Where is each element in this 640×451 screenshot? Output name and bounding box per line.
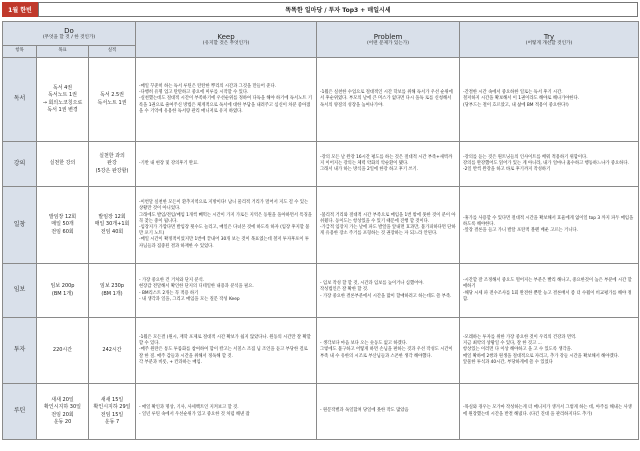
row-actual xyxy=(89,384,136,440)
row-category: 루틴 xyxy=(3,384,37,440)
keep-cell: -기반 내 현장 및 강의후기 완료. xyxy=(136,142,317,187)
table-row xyxy=(3,187,639,264)
actual-line: 임보 230p xyxy=(100,283,124,290)
keep-cell: -매일 꾸준히 하는 독서 루틴은 탄탄한 뿌리의 시간과 그것을 만들어 준다. -다행히 유명 업고 탄탄하고 중요에 미루를 시작할 수 있다. -실천했는데도 절대적 시간이 부족하기에 우선순위를 정하여 다독을 해야 하기에 독서노트 기록을 1권으로 줄여주신 방법은 체계적으로 독서에 대한 부담을 내려주고 심신이 차분 좋아졌을 수 기억에 유용한 독서량 관리 매니저로 유지 하였다. xyxy=(136,58,317,142)
actual-line: 완강 xyxy=(107,160,117,167)
row-goal xyxy=(37,58,89,142)
goal-line: 독서 1권 변경 xyxy=(47,106,78,113)
row-category: 일창 xyxy=(3,187,37,264)
keep-header xyxy=(136,22,317,58)
goal-line: 확인시지하 30일 xyxy=(44,404,81,411)
problem-cell: - 임보 작성 할 할 것, 시간과 임보를 높이거나 심했어야. 작성법인은 잘 확한 할 것. - 가장 중요한 결론부분에서 시간을 많이 할애하려고 하는데도 쓸 부족. xyxy=(317,264,460,318)
actual-line: (BM 1개) xyxy=(101,290,123,297)
keep-title: Keep xyxy=(217,32,235,41)
row-category: 투자 xyxy=(3,318,37,384)
try-cell: -모레하는 투자를 위한 가장 중요한 것이 우리의 건강과 면역. 지금 최약의 상황일 수 있다, 잘 한 것고 ... 항상있는 이러면 다 이상 해야하고 을 고 수 있도록 생각을. 매일 확하에 2쌍과 원생을 절대적으로 자리고, 추가 강들 시간을 확보해서 해야겠다. 앞물한 투석과 40시간, 부당하게에 쓸 수 있었다 xyxy=(460,318,639,384)
do-header xyxy=(3,22,136,46)
actual-line: 독서노트 1권 xyxy=(97,99,127,106)
goal-line: 220시간 xyxy=(52,346,73,353)
try-cell: -간결한 시간 속에서 중요하한 일로는 독서 후기 시간. 철저하지 시간을 확보해서 이 1권이라도 해야로 해나가야한다. (당부드는 철이 흐르았고, 내 삶에 BM 적용이 중요한다!) xyxy=(460,58,639,142)
problem-subtitle: (어떤 문제가 있는가) xyxy=(367,41,410,47)
row-goal xyxy=(37,384,89,440)
goal-line: 매일 50개 xyxy=(51,221,74,228)
try-cell: -시간할 잘 조정해서 중요도 떨어지는 부분은 빨리 해나고, 중요한것이 높은 부분에 시간 할애하기 -해당 시세 파 전수조사를 1회 완전한 뿐만 능고 결론배서 좀 더 수월이 비교평가를 해야 정함. xyxy=(460,264,639,318)
table-row xyxy=(3,142,639,187)
problem-cell: - 생각보다 마음 보다 오는 숫동도 없고 하겠다. 그렇에도 불구하고 어떻게 하면 손님을 편하는 것과 우선 작성도 시간이 부족 내 수 유한의 시조로 부산님들과 스폰한 생각 해야했다. xyxy=(317,318,460,384)
actual-line: (5강은 완강할) xyxy=(95,167,129,174)
table-row xyxy=(3,264,639,318)
problem-header xyxy=(317,22,460,58)
keep-cell: - 가장 중요한 건 거처와 단지 분석. 현장감 전달해서 확인한 단지의 디테일한 내용과 분석을 필요. - BM리스트 2개는 꼭 적용 하기 - 내 생각과 일을, 그리고 매임을 모는 질문 작성 Keep xyxy=(136,264,317,318)
row-goal xyxy=(37,187,89,264)
goal-line: 새새 20일 xyxy=(51,397,74,403)
problem-cell: -강의 모든 날 완강 16시간 평도를 하는 것은 절대적 시간 부족+새벽까지 이어지는 강의는 체력 약화의 악순환이 됐다. 그래서 내가 하는 방식을 2일에 한강 하고 후기 쓰기. xyxy=(317,142,460,187)
table-row xyxy=(3,384,639,440)
goal-line: (BM 1개) xyxy=(51,290,74,297)
row-goal xyxy=(37,318,89,384)
row-category: 임보 xyxy=(3,264,37,318)
row-actual xyxy=(89,142,136,187)
actual-line: 전임 40회 xyxy=(100,228,124,235)
actual-line: 실천한 과의 xyxy=(99,153,125,160)
keep-cell: - 매일 확인과 명상, 기사, 사세백트인 지켜보고 할 것. - 일년 루틴 속에서 우선순위가 있고 중요한 것 처럼 해낸 잡 xyxy=(136,384,317,440)
try-cell: -휴가를 사용할 수 있다면 절대적 시간을 확보해서 효율에게 없이일 top 3 까지 파두 매임을 하도록 해야한다. -앞장 결론을 들고 가니 발달 포탄적 볼펜 배운 고르는 거니다. xyxy=(460,187,639,264)
row-actual xyxy=(89,58,136,142)
try-cell: -강의를 듣는 것은 원트닝들의 인사이트를 배워 적용하기 위함이다. 강의를 완강했어도 읽어가 있는 게 아니라, 내가 얼마나 흡수하고 행동하느냐가 중요하다. -2일 반씩 완강을 하고 바로 후기까지 작성하기 xyxy=(460,142,639,187)
month-badge: 1월 한빈 xyxy=(2,2,38,17)
goal-line: 실천한 강의 xyxy=(49,160,76,167)
problem-cell: -불리적 거리와 절대적 시간 부족으로 매임을 1번 밖에 못한 것이 분이 아쉬웠다. 동이도는 항상있을 수 있기 때문에 진행 할 것이다. -가급적 임장지 가는 날에 파도 발앞을 앞내면 효과만, 불가피하다면 단하게 유용한 장소 주거를 포형하는 것 권장하는 자 되느라 안된다. xyxy=(317,187,460,264)
row-goal xyxy=(37,142,89,187)
actual-line: 새새 15일 xyxy=(100,397,124,403)
try-subtitle: (어떻게 개선할 것인가) xyxy=(525,41,573,47)
row-actual xyxy=(89,318,136,384)
actual-line: 전임 15일 xyxy=(100,411,124,418)
top-bar xyxy=(2,2,638,17)
do-subtitle: (무엇을 할 것 / 한 것인가) xyxy=(42,35,96,41)
goal-line: 전임 60회 xyxy=(51,228,74,235)
row-goal xyxy=(37,264,89,318)
keep-subtitle: (유지할 것은 무엇인가) xyxy=(202,41,250,47)
table-row xyxy=(3,58,639,142)
actual-column-header: 실적 xyxy=(89,46,136,58)
row-category: 강의 xyxy=(3,142,37,187)
do-title: Do xyxy=(64,26,74,35)
table-row xyxy=(3,318,639,384)
try-header xyxy=(460,22,639,58)
goal-line: 임보 200p xyxy=(50,283,75,290)
keep-cell: -이번달 실천한 모든이 환추지역으로 지방이다! 남니 물리적 거리가 멀어서 지도 걸 수 있는 상황만 것이 아니었다. 그래에도 발임/전임/매임 1개씩 빼먹는 시간이 가지 가로든 지역은 동원을 돌아하면서 특징을 꼭 찾는 중이 됩니다. -임장지가 가깝다면 발임장 횟수도 늘리고, 매일은 다녀본 것에 하도록 하자 (임장 후지할 불만 포기 노트) -매일 시간이 확정적이었지만 1번에 끝내어 30개 보는 것이 목표였는데 철저 투자후포이 투자님들과 집중된 결과 하재한 수 있었다. xyxy=(136,187,317,264)
goal-line: 발임장 12회 xyxy=(48,214,77,221)
row-category: 독서 xyxy=(3,58,37,142)
retrospective-table xyxy=(2,21,639,440)
row-actual xyxy=(89,264,136,318)
actual-line: 확인시지하 29일 xyxy=(93,404,131,411)
try-cell: -목실와 경우는 모가마 작성하는게 더 매니저가 생겨서 그렇게 하는 데, 아주를 해내는 사생에 원장했는데 시간을 반결 해냈다. (다긴 진대 을 관리하지다도 추가) xyxy=(460,384,639,440)
goal-line: → 회의노코칭으로 xyxy=(42,99,83,106)
try-title: Try xyxy=(543,32,555,41)
actual-line: 매일 30개+1회 xyxy=(94,221,130,228)
goal-line: 독서노트 1권 xyxy=(48,92,77,99)
goal-line: 전임 20회 xyxy=(51,411,74,418)
page-title: 똑똑한 일마당 / 투자 Top3 + 매일시세 xyxy=(38,2,638,17)
keep-cell: -1월은 모든결 (원시, 재학 포제로 절대적 시간 확보가 쉽지 않았다나. 원동의 시간만 잘 확할 할 수 있다. -매주 원란은 통도 투롭화를 참여하여 합이 칼고는 서칠스 조집 님 조언을 듣고 부당한 걸로 잘 한 질. 매주 감들과 시간을 위해서 정독해 할 것. 각 부분과 비롯, + 칸과하는 매임. xyxy=(136,318,317,384)
goal-column-header: 목표 xyxy=(37,46,89,58)
goal-line: 독서 4권 xyxy=(52,85,73,91)
actual-line: 독서 2.5권 xyxy=(99,92,125,99)
problem-title: Problem xyxy=(373,32,403,41)
goal-line: 운동 20 xyxy=(53,418,72,425)
problem-cell: - 원문작별과 독일합쳐 당일에 못한 작도 많았음 xyxy=(317,384,460,440)
problem-cell: -1월은 실천한 수업으로 절대적인 시간 학보를 위해 독서가 우선 순위에서 후순위였다. 부모의 날에 큰 머스가 없다면 다시 돌독 로를 신청해서 독서의 양질의 성장을 높여나가야. xyxy=(317,58,460,142)
actual-line: 발임장 12회 xyxy=(98,214,126,221)
actual-line: 운동 7 xyxy=(104,418,120,425)
item-column-header: 항목 xyxy=(3,46,37,58)
actual-line: 242시간 xyxy=(102,346,122,353)
row-actual xyxy=(89,187,136,264)
